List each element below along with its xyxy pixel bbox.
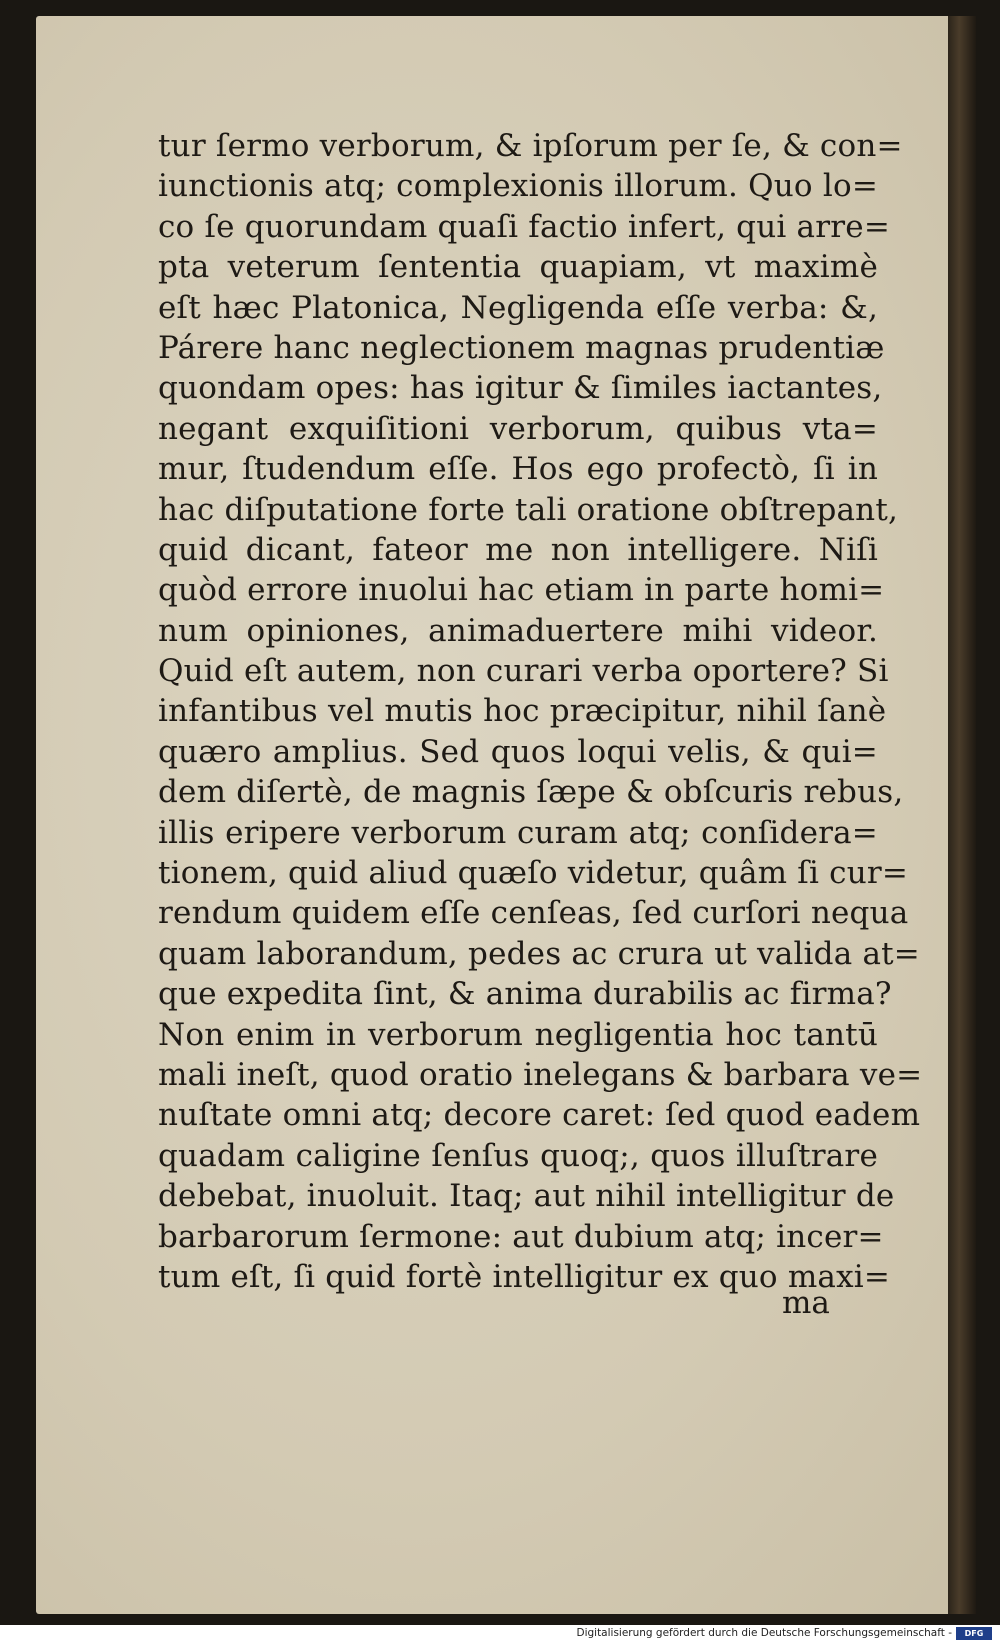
text-line: co ſe quorundam quaſi factio infert, qui arre= bbox=[158, 208, 890, 245]
text-line: pta veterum ſententia quapiam, vt maximè bbox=[158, 249, 878, 286]
text-line: mur, ſtudendum eſſe. Hos ego profectò, ſi in bbox=[158, 451, 878, 488]
text-line: nuſtate omni atq; decore caret: ſed quod eadem bbox=[158, 1097, 921, 1134]
text-line: quæro amplius. Sed quos loqui velis, & qui= bbox=[158, 733, 878, 770]
text-line: tur ſermo verborum, & ipſorum per ſe, & con= bbox=[158, 128, 903, 164]
page-text bbox=[158, 126, 923, 1297]
text-line: num opiniones, animaduertere mihi videor. bbox=[158, 612, 878, 649]
text-line: infantibus vel mutis hoc præcipitur, nihil ſanè bbox=[158, 693, 887, 730]
text-line: illis eripere verborum curam atq; conſidera= bbox=[158, 814, 878, 851]
text-line: quondam opes: has igitur & ſimiles iactantes, bbox=[158, 370, 883, 407]
footer-credit: Digitalisierung gefördert durch die Deutsche Forschungsgemeinschaft - bbox=[576, 1627, 952, 1639]
text-line: iunctionis atq; complexionis illorum. Quo lo= bbox=[158, 168, 878, 205]
text-line: tionem, quid aliud quæſo videtur, quâm ſi cur= bbox=[158, 855, 909, 892]
text-line: debebat, inuoluit. Itaq; aut nihil intelligitur de bbox=[158, 1178, 895, 1215]
text-line: quadam caligine ſenſus quoq;, quos illuſtrare bbox=[158, 1137, 878, 1174]
book-spine bbox=[948, 16, 976, 1614]
dfg-logo: DFG bbox=[956, 1627, 992, 1640]
catchword: ma bbox=[782, 1285, 830, 1321]
text-line: Non enim in verborum negligentia hoc tantū bbox=[158, 1016, 878, 1053]
text-line: que expedita ſint, & anima durabilis ac firma? bbox=[158, 976, 892, 1013]
text-line: tum eſt, ſi quid fortè intelligitur ex quo maxi= bbox=[158, 1258, 891, 1295]
text-line: Quid eſt autem, non curari verba oportere? Si bbox=[158, 653, 889, 690]
text-line: negant exquiſitioni verborum, quibus vta= bbox=[158, 410, 878, 447]
text-line: quid dicant, fateor me non intelligere. Niſi bbox=[158, 531, 878, 568]
text-line: hac diſputatione forte tali oratione obſtrepant, bbox=[158, 491, 899, 528]
text-line: eſt hæc Platonica, Negligenda eſſe verba: &, bbox=[158, 289, 878, 326]
text-line: Párere hanc neglectionem magnas prudentiæ bbox=[158, 329, 885, 366]
text-line: mali ineſt, quod oratio inelegans & barbara ve= bbox=[158, 1056, 923, 1093]
text-line: rendum quidem eſſe cenſeas, ſed curſori nequa bbox=[158, 895, 909, 932]
text-line: barbarorum ſermone: aut dubium atq; incer= bbox=[158, 1218, 884, 1255]
text-line: quam laborandum, pedes ac crura ut valida at= bbox=[158, 935, 920, 972]
text-line: quòd errore inuolui hac etiam in parte homi= bbox=[158, 572, 885, 609]
text-line: dem diſertè, de magnis ſæpe & obſcuris rebus, bbox=[158, 774, 904, 811]
